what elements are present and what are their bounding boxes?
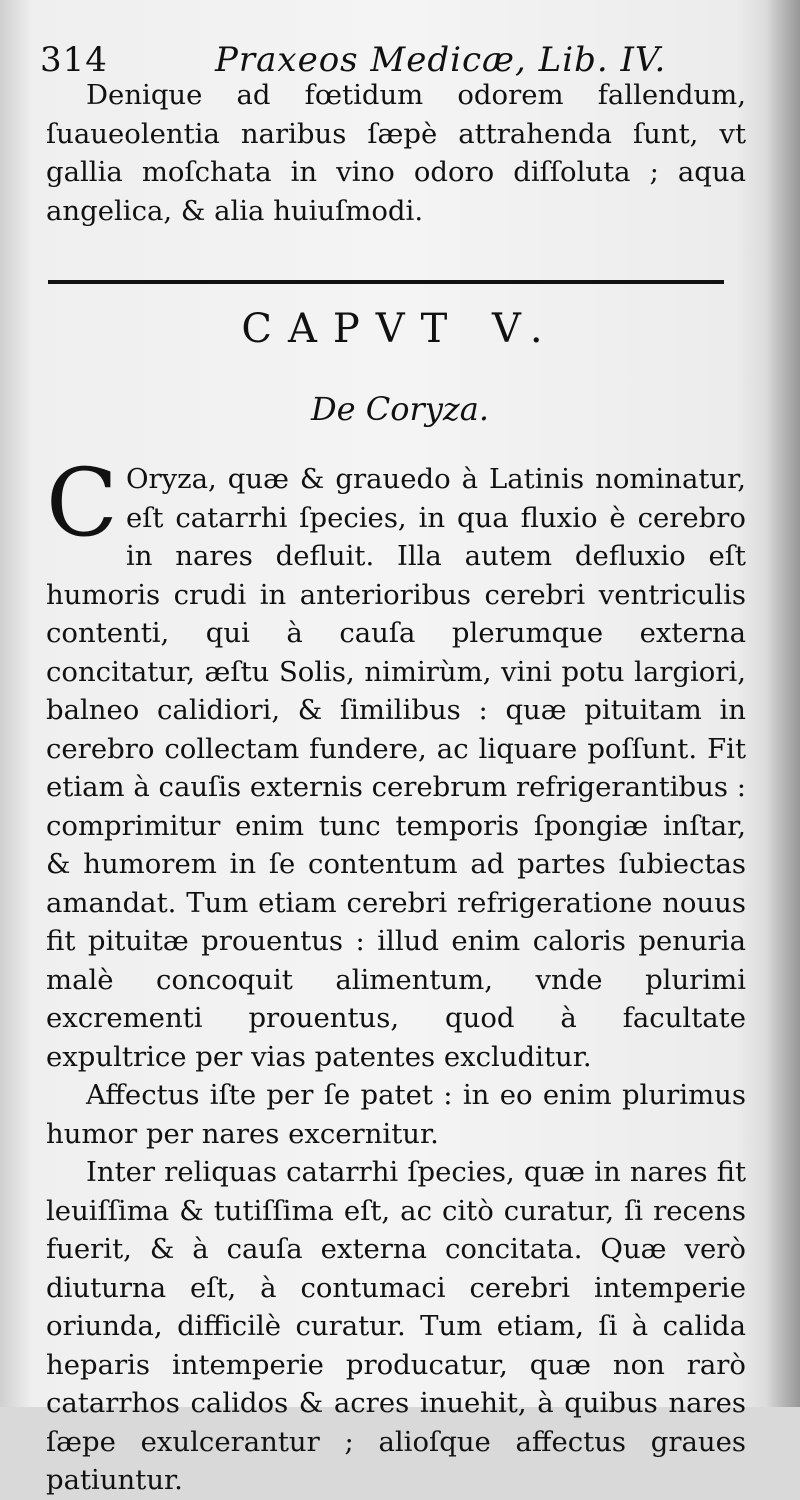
intro-text-block <box>46 76 746 230</box>
chapter-body <box>46 449 746 1500</box>
section-divider <box>48 280 724 284</box>
chapter-subtitle: De Coryza. <box>311 390 489 428</box>
body-paragraph-1-text: Oryza, quæ & grauedo à Latinis nominatur, eſt catarrhi ſpecies, in qua fluxio è cerebro in nares defluit. Illa autem defluxio eſt humoris crudi in anterioribus cerebri ventriculis contenti, qui à cauſa plerumque externa concitatur, æſtu Solis, nimirùm, vini potu largiori, balneo calidiori, & ſimilibus : quæ pituitam in cerebro collectam fundere, ac liquare poſſunt. Fit etiam à cauſis externis cerebrum refrigerantibus : comprimitur enim tunc temporis ſpongiæ inſtar, & humorem in ſe contentum ad partes ſubiectas amandat. Tum etiam cerebri refrigeratione nouus fit pituitæ prouentus : illud enim caloris penuria malè concoquit alimentum, vnde plurimi excrementi prouentus, quod à facultate expultrice per vias patentes excluditur. <box>46 463 746 1073</box>
page-number: 314 <box>40 40 108 80</box>
body-paragraph-2: Affectus iſte per ſe patet : in eo enim plurimus humor per nares excernitur. <box>46 1079 746 1150</box>
drop-cap: C <box>46 449 118 558</box>
body-paragraph-3: Inter reliquas catarrhi ſpecies, quæ in nares fit leuiſſima & tutiſſima eſt, ac citò curatur, ſi recens fuerit, & à cauſa externa concitata. Quæ verò diuturna eſt, à contumaci cerebri intemperie oriunda, difficilè curatur. Tum etiam, ſi à calida heparis intemperie producatur, quæ non rarò catarrhos calidos & acres inuehit, à quibus nares ſæpe exulcerantur ; alioſque affectus graues patiuntur. <box>46 1156 746 1496</box>
body-paragraph-1 <box>46 449 746 1076</box>
intro-paragraph: Denique ad fœtidum odorem fallendum, ſuaueolentia naribus ſæpè attrahenda ſunt, vt gallia moſchata in vino odoro diſſoluta ; aqua angelica, & alia huiuſmodi. <box>46 79 746 227</box>
page-edge-shadow <box>766 0 800 1407</box>
running-head: Praxeos Medicæ, Lib. IV. <box>215 40 667 80</box>
chapter-title: CAPVT V. <box>241 306 559 352</box>
